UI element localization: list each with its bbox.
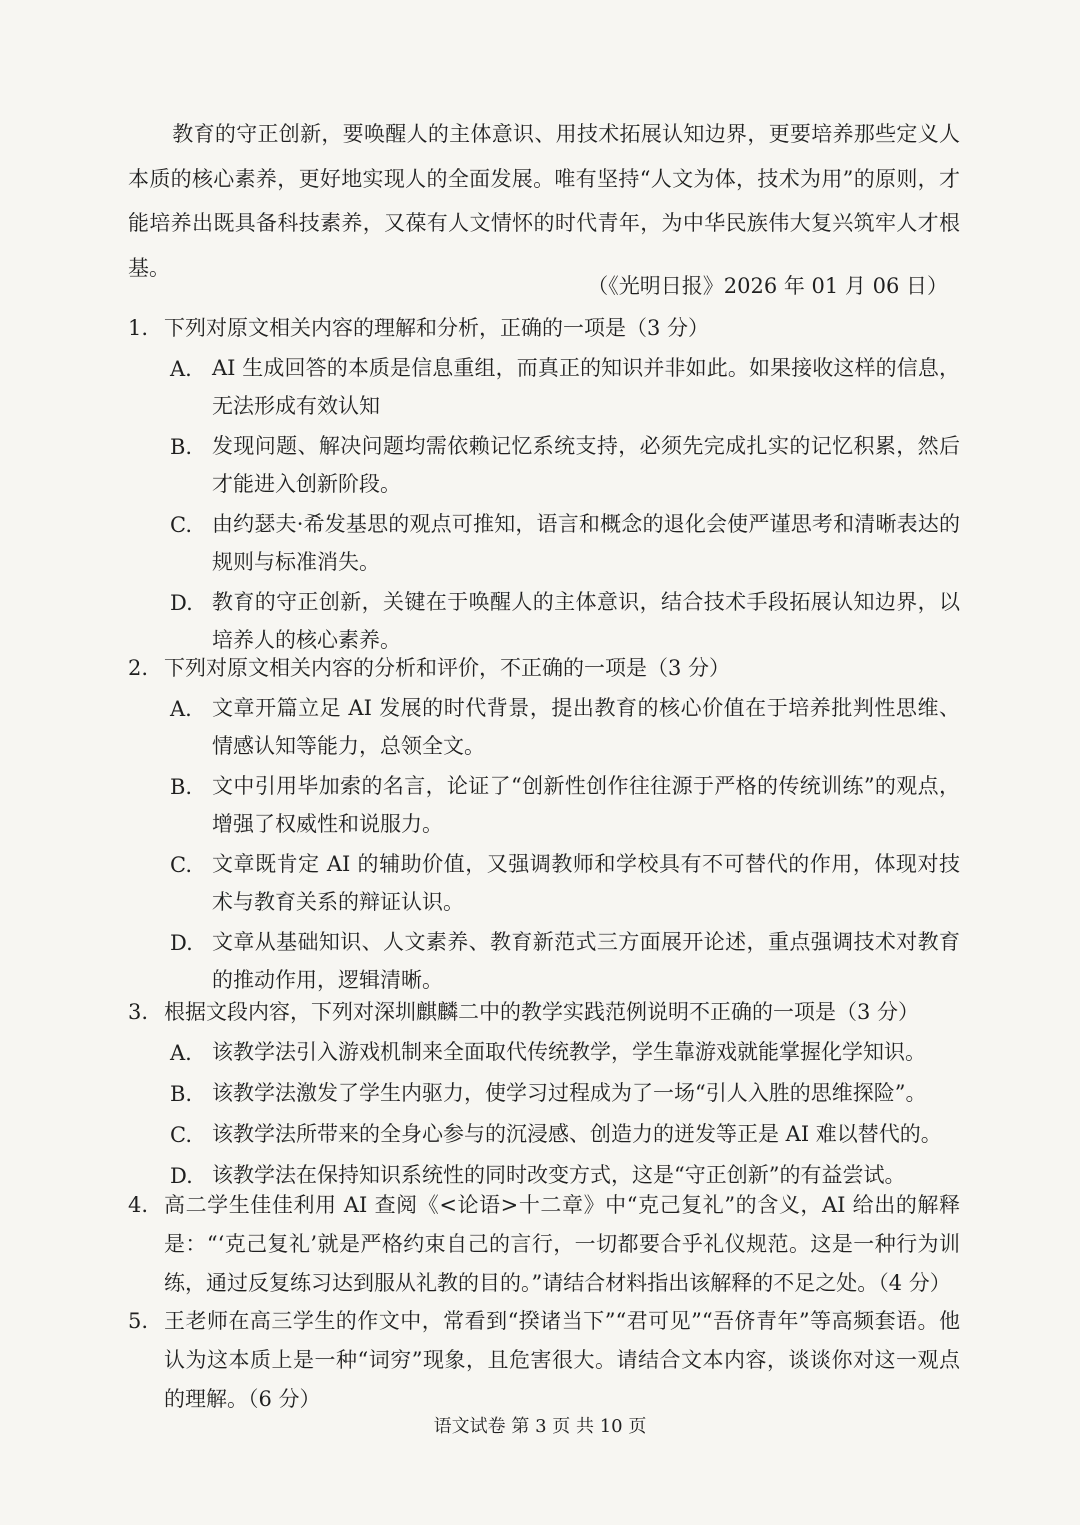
option-c: C. 该教学法所带来的全身心参与的沉浸感、创造力的迸发等正是 AI 难以替代的。 [170, 1122, 942, 1147]
option-a: A. AI 生成回答的本质是信息重组，而真正的知识并非如此。如果接收这样的信息，无法形成有效认知 [170, 356, 960, 418]
question-stem: 下列对原文相关内容的分析和评价，不正确的一项是（3 分） [164, 656, 731, 680]
option-d: D. 该教学法在保持知识系统性的同时改变方式，这是“守正创新”的有益尝试。 [170, 1163, 906, 1188]
page-footer: 语文试卷 第 3 页 共 10 页 [433, 1416, 647, 1437]
passage-source: （《光明日报》2026 年 01 月 06 日） [587, 274, 948, 298]
question-1 [128, 309, 960, 659]
question-5 [128, 1302, 960, 1419]
question-number: 2. [128, 656, 149, 680]
passage-text: 教育的守正创新，要唤醒人的主体意识、用技术拓展认知边界，更要培养那些定义人本质的核心素养，更好地实现人的全面发展。唯有坚持“人文为体，技术为用”的原则，才能培养出既具备科技素养，又葆有人文情怀的时代青年，为中华民族伟大复兴筑牢人才根基。 [128, 122, 960, 280]
option-c: C. 由约瑟夫·希发基思的观点可推知，语言和概念的退化会使严谨思考和清晰表达的规则与标准消失。 [170, 512, 960, 574]
question-3 [128, 993, 960, 1195]
passage-paragraph [128, 112, 960, 290]
question-4 [128, 1186, 960, 1303]
option-a: A. 文章开篇立足 AI 发展的时代背景，提出教育的核心价值在于培养批判性思维、情感认知等能力，总领全文。 [170, 696, 960, 758]
option-a: A. 该教学法引入游戏机制来全面取代传统教学，学生靠游戏就能掌握化学知识。 [170, 1040, 926, 1065]
option-d: D. 文章从基础知识、人文素养、教育新范式三方面展开论述，重点强调技术对教育的推动作用，逻辑清晰。 [170, 930, 960, 992]
question-stem: 高二学生佳佳利用 AI 查阅《<论语>十二章》中“克己复礼”的含义，AI 给出的解释是：“‘克己复礼’就是严格约束自己的言行，一切都要合乎礼仪规范。这是一种行为训练，通过反复练习达到服从礼教的目的。”请结合材料指出该解释的不足之处。（4 分） [164, 1193, 960, 1295]
option-c: C. 文章既肯定 AI 的辅助价值，又强调教师和学校具有不可替代的作用，体现对技术与教育关系的辩证认识。 [170, 852, 960, 914]
option-b: B. 发现问题、解决问题均需依赖记忆系统支持，必须先完成扎实的记忆积累，然后才能进入创新阶段。 [170, 434, 960, 496]
question-number: 5. [128, 1309, 149, 1333]
question-number: 3. [128, 1000, 149, 1024]
question-stem: 下列对原文相关内容的理解和分析，正确的一项是（3 分） [164, 316, 710, 340]
question-2 [128, 649, 960, 999]
option-d: D. 教育的守正创新，关键在于唤醒人的主体意识，结合技术手段拓展认知边界，以培养人的核心素养。 [170, 590, 960, 652]
option-b: B. 该教学法激发了学生内驱力，使学习过程成为了一场“引人入胜的思维探险”。 [170, 1081, 927, 1106]
question-stem: 王老师在高三学生的作文中，常看到“揆诸当下”“君可见”“吾侪青年”等高频套语。他认为这本质上是一种“词穷”现象，且危害很大。请结合文本内容，谈谈你对这一观点的理解。（6 分） [164, 1309, 960, 1411]
question-number: 4. [128, 1193, 149, 1217]
option-b: B. 文中引用毕加索的名言，论证了“创新性创作往往源于严格的传统训练”的观点，增强了权威性和说服力。 [170, 774, 960, 836]
question-stem: 根据文段内容，下列对深圳麒麟二中的教学实践范例说明不正确的一项是（3 分） [164, 1000, 920, 1024]
question-number: 1. [128, 316, 149, 340]
